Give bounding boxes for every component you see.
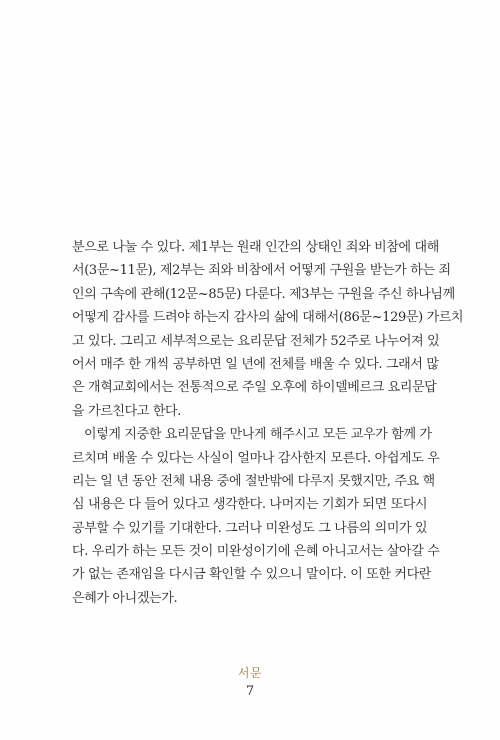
- text-line: 서(3문~11문), 제2부는 죄와 비참에서 어떻게 구원을 받는가 하는 죄: [72, 263, 451, 279]
- text-line: 심 내용은 다 들어 있다고 생각한다. 나머지는 기회가 되면 또다시: [72, 497, 428, 513]
- text-line: 분으로 나눌 수 있다. 제1부는 원래 인간의 상태인 죄와 비참에 대해: [72, 240, 439, 255]
- text-line: 가 없는 존재임을 다시금 확인할 수 있으니 말이다. 이 또한 커다란: [72, 567, 432, 583]
- page-number: 7: [245, 684, 255, 699]
- text-line: 을 가르친다고 한다.: [72, 403, 182, 419]
- paragraph-1: [72, 236, 464, 423]
- chapter-label: 서문: [237, 666, 263, 680]
- text-line: 리는 일 년 동안 전체 내용 중에 절반밖에 다루지 못했지만, 주요 핵: [72, 473, 435, 489]
- text-line: 다. 우리가 하는 모든 것이 미완성이기에 은혜 아니고서는 살아갈 수: [72, 544, 440, 560]
- paragraph-2: [72, 423, 440, 610]
- text-line: 르치며 배울 수 있다는 사실이 얼마나 감사한지 모른다. 아쉽게도 우: [72, 450, 440, 466]
- text-line: 인의 구속에 관해(12문~85문) 다룬다. 제3부는 구원을 주신 하나님께: [72, 286, 455, 302]
- text-line: 이렇게 지중한 요리문답을 만나게 해주시고 모든 교우가 함께 가: [84, 427, 432, 443]
- text-line: 어떻게 감사를 드려야 하는지 감사의 삶에 대해서(86문~129문) 가르치: [72, 310, 464, 326]
- text-line: 공부할 수 있기를 기대한다. 그러나 미완성도 그 나름의 의미가 있: [72, 520, 428, 536]
- text-line: 은 개혁교회에서는 전통적으로 주일 오후에 하이델베르크 요리문답: [72, 380, 437, 396]
- text-line: 어서 매주 한 개씩 공부하면 일 년에 전체를 배울 수 있다. 그래서 많: [72, 356, 439, 372]
- body-text: [72, 236, 464, 610]
- text-line: 은혜가 아니겠는가.: [72, 590, 178, 606]
- text-line: 고 있다. 그리고 세부적으로는 요리문답 전체가 52주로 나누어져 있: [72, 333, 440, 349]
